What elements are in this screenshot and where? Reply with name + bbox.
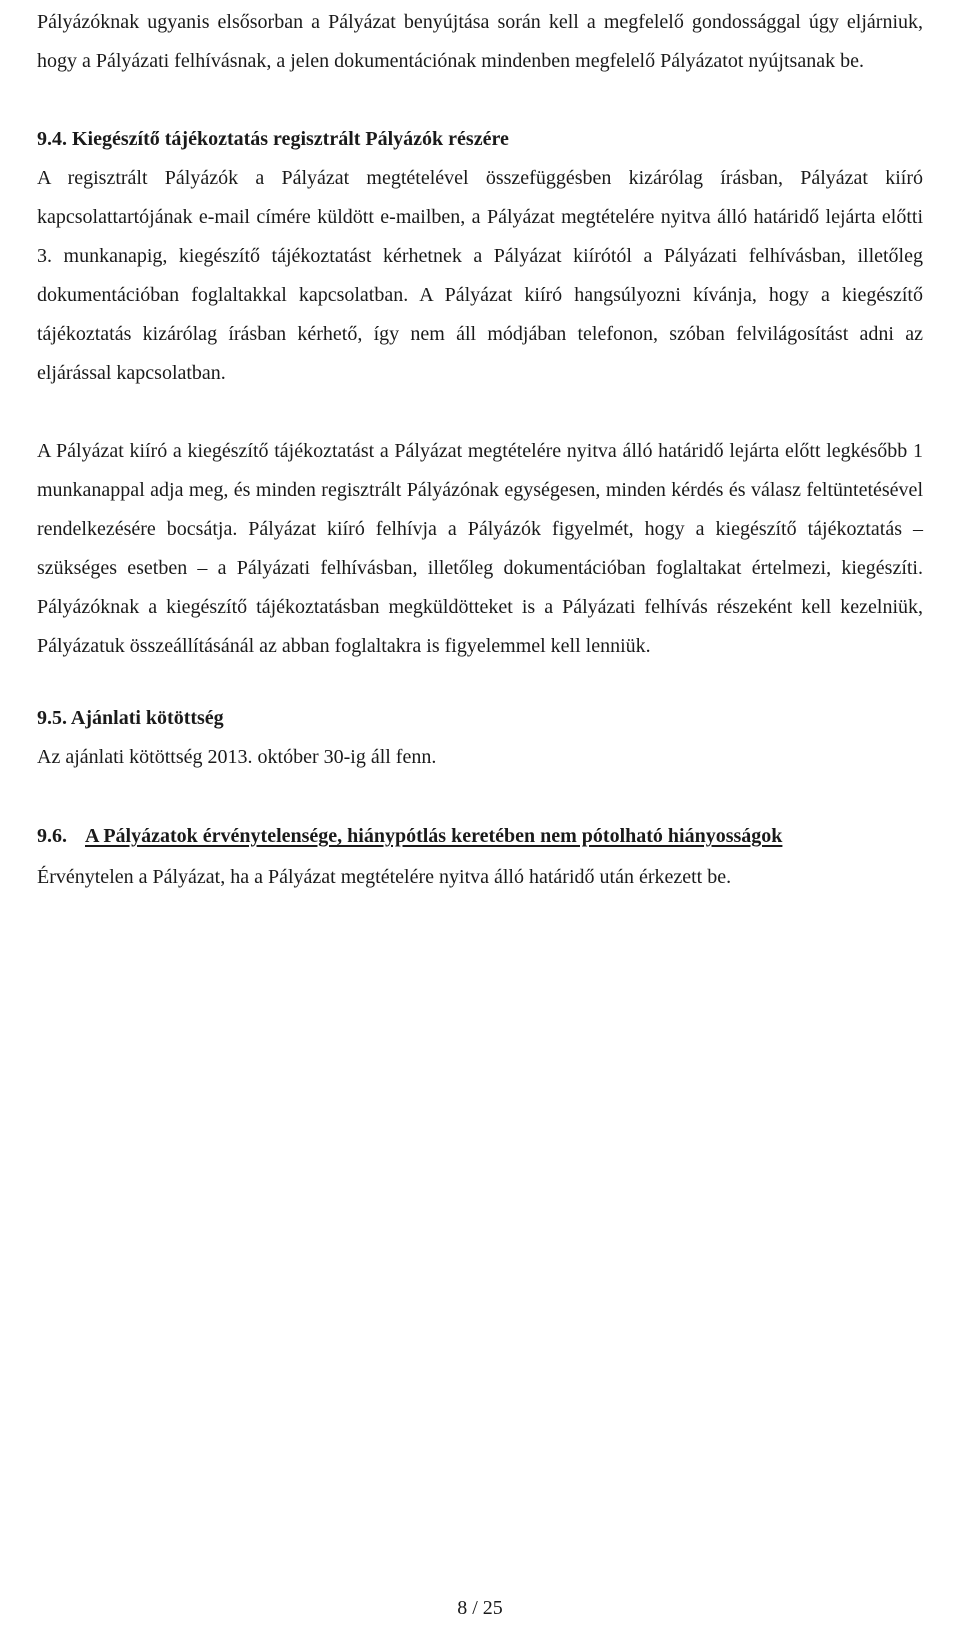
section-number: 9.6. — [37, 825, 67, 847]
section-9-4-paragraph-1: A regisztrált Pályázók a Pályázat megtételével összefüggésben kizárólag írásban, Pályázat kiíró kapcsolattartójának e-mail címére küldött e-mailben, a Pályázat megtételére nyitva álló határidő lejárta előtti 3. munkanapig, kiegészítő tájékoztatást kérhetnek a Pályázat kiírótól a Pályázati felhívásban, illetőleg dokumentációban foglaltakkal kapcsolatban. A Pályázat kiíró hangsúlyozni kívánja, hogy a kiegészítő tájékoztatás kizárólag írásban kérhető, így nem áll módjában telefonon, szóban felvilágosítást adni az eljárással kapcsolatban. — [37, 167, 923, 384]
section-title: Ajánlati kötöttség — [70, 707, 224, 729]
document-page — [37, 0, 923, 897]
section-9-4-paragraph-2: A Pályázat kiíró a kiegészítő tájékoztatást a Pályázat megtételére nyitva álló határidő lejárta előtt legkésőbb 1 munkanappal adja meg, és minden regisztrált Pályázónak egységesen, minden kérdés és válasz feltüntetésével rendelkezésére bocsátja. Pályázat kiíró felhívja a Pályázók figyelmét, hogy a kiegészítő tájékoztatás – szükséges esetben – a Pályázati felhívásban, illetőleg dokumentációban foglaltakat értelmezi, kiegészíti. Pályázóknak a kiegészítő tájékoztatásban megküldötteket is a Pályázati felhívás részeként kell kezelniük, Pályázatuk összeállításánál az abban foglaltakra is figyelemmel kell lenniük. — [37, 440, 923, 657]
section-9-4-heading — [37, 120, 923, 159]
section-number: 9.5. — [37, 707, 67, 729]
intro-paragraph: Pályázóknak ugyanis elsősorban a Pályázat benyújtása során kell a megfelelő gondossággal úgy eljárniuk, hogy a Pályázati felhívásnak, a jelen dokumentációnak mindenben megfelelő Pályázatot nyújtsanak be. — [37, 11, 923, 72]
section-number: 9.4. — [37, 128, 67, 150]
page-number: 8 / 25 — [457, 1597, 503, 1619]
section-9-6-heading — [37, 815, 923, 858]
section-9-6-paragraph: Érvénytelen a Pályázat, ha a Pályázat megtételére nyitva álló határidő után érkezett be. — [37, 866, 732, 888]
section-title: Kiegészítő tájékoztatás regisztrált Pályázók részére — [72, 128, 509, 150]
section-9-5-heading — [37, 699, 923, 738]
section-9-5-paragraph: Az ajánlati kötöttség 2013. október 30-ig áll fenn. — [37, 746, 437, 768]
section-title: A Pályázatok érvénytelensége, hiánypótlás keretében nem pótolható hiányosságok — [85, 825, 783, 847]
